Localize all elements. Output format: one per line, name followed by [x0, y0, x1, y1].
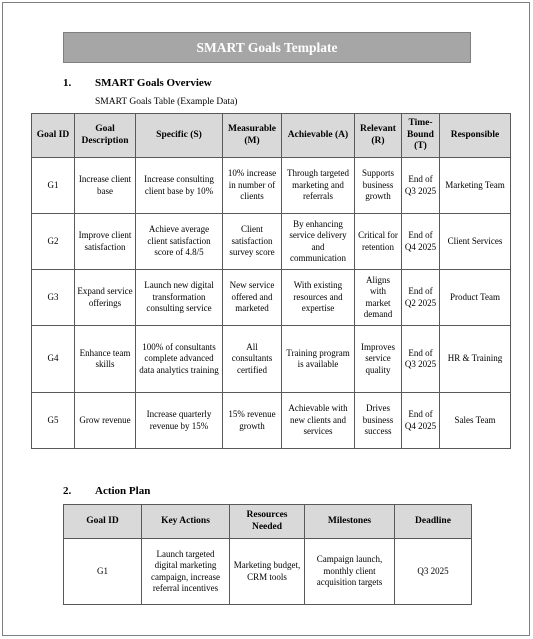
cell: Supports business growth [355, 158, 402, 214]
cell: Marketing Team [440, 158, 511, 214]
cell: Q3 2025 [395, 539, 472, 605]
cell: Increase consulting client base by 10% [136, 158, 223, 214]
section-2-number: 2. [63, 485, 72, 497]
header-specific: Specific (S) [136, 114, 223, 158]
action-plan-table [63, 504, 472, 605]
cell: Launch new digital transformation consulting service [136, 270, 223, 326]
header-goal-description: Goal Description [75, 114, 136, 158]
cell: End of Q4 2025 [402, 393, 440, 449]
cell: 100% of consultants complete advanced data analytics training [136, 326, 223, 393]
cell: G2 [32, 214, 75, 270]
cell: G1 [32, 158, 75, 214]
cell: G5 [32, 393, 75, 449]
table-row [32, 326, 511, 393]
cell: End of Q3 2025 [402, 158, 440, 214]
cell: Campaign launch, monthly client acquisition targets [305, 539, 395, 605]
header-resources-needed: Resources Needed [230, 505, 305, 539]
table-row [32, 270, 511, 326]
cell: Product Team [440, 270, 511, 326]
cell: Critical for retention [355, 214, 402, 270]
header-relevant: Relevant (R) [355, 114, 402, 158]
cell: Achievable with new clients and services [282, 393, 355, 449]
cell: New service offered and marketed [223, 270, 282, 326]
cell: Client Services [440, 214, 511, 270]
cell: Through targeted marketing and referrals [282, 158, 355, 214]
cell: End of Q2 2025 [402, 270, 440, 326]
cell: 15% revenue growth [223, 393, 282, 449]
table-caption: SMART Goals Table (Example Data) [95, 97, 238, 107]
header-achievable: Achievable (A) [282, 114, 355, 158]
cell: Increase quarterly revenue by 15% [136, 393, 223, 449]
table-header-row [32, 114, 511, 158]
header-goal-id: Goal ID [32, 114, 75, 158]
cell: Expand service offerings [75, 270, 136, 326]
cell: HR & Training [440, 326, 511, 393]
cell: Launch targeted digital marketing campaign, increase referral incentives [142, 539, 230, 605]
cell: All consultants certified [223, 326, 282, 393]
cell: Improve client satisfaction [75, 214, 136, 270]
header-milestones: Milestones [305, 505, 395, 539]
cell: Improves service quality [355, 326, 402, 393]
cell: G3 [32, 270, 75, 326]
header-time-bound: Time-Bound (T) [402, 114, 440, 158]
cell: Drives business success [355, 393, 402, 449]
section-2-title: Action Plan [95, 485, 151, 497]
section-1-title: SMART Goals Overview [95, 77, 212, 89]
cell: Client satisfaction survey score [223, 214, 282, 270]
table-row [32, 393, 511, 449]
header-key-actions: Key Actions [142, 505, 230, 539]
cell: End of Q3 2025 [402, 326, 440, 393]
cell: With existing resources and expertise [282, 270, 355, 326]
cell: Achieve average client satisfaction score of 4.8/5 [136, 214, 223, 270]
cell: Grow revenue [75, 393, 136, 449]
section-1-number: 1. [63, 77, 72, 89]
table-row [32, 158, 511, 214]
cell: Enhance team skills [75, 326, 136, 393]
header-responsible: Responsible [440, 114, 511, 158]
cell: End of Q4 2025 [402, 214, 440, 270]
cell: G1 [64, 539, 142, 605]
cell: Training program is available [282, 326, 355, 393]
table-row [32, 214, 511, 270]
cell: Aligns with market demand [355, 270, 402, 326]
cell: Sales Team [440, 393, 511, 449]
cell: Increase client base [75, 158, 136, 214]
smart-goals-table [31, 113, 511, 449]
cell: By enhancing service delivery and communication [282, 214, 355, 270]
cell: 10% increase in number of clients [223, 158, 282, 214]
cell: G4 [32, 326, 75, 393]
cell: Marketing budget, CRM tools [230, 539, 305, 605]
header-measurable: Measurable (M) [223, 114, 282, 158]
table-header-row [64, 505, 472, 539]
header-goal-id: Goal ID [64, 505, 142, 539]
page-title: SMART Goals Template [63, 32, 471, 63]
table-row [64, 539, 472, 605]
header-deadline: Deadline [395, 505, 472, 539]
